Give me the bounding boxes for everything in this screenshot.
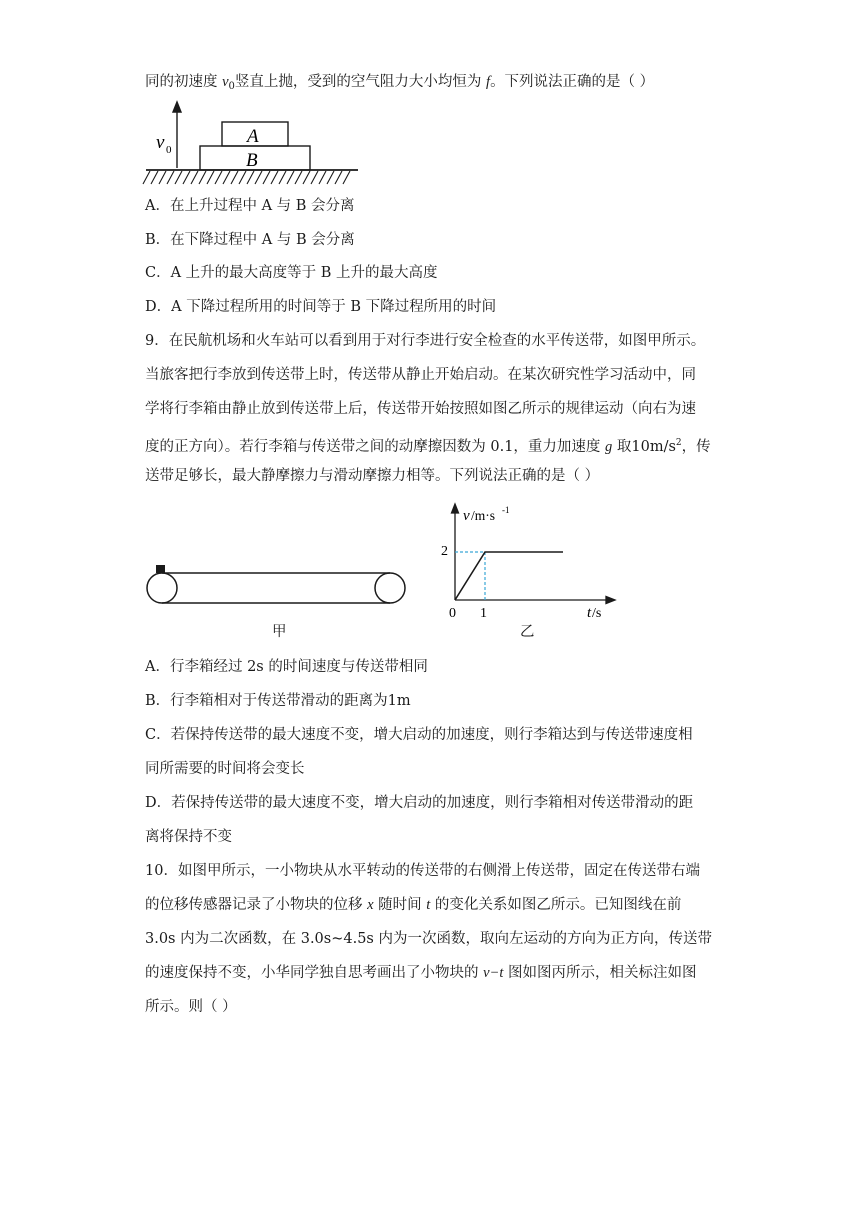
q10-stem-line5: 所示。则（ ）	[145, 999, 237, 1015]
fig-yi-caption: 乙	[520, 624, 535, 640]
fig-jia-caption: 甲	[272, 624, 287, 640]
v0-label: v	[156, 132, 165, 153]
q9-stem-line4: 度的正方向）。若行李箱与传送带之间的动摩擦因数为 0.1，重力加速度 g 取$10m/s^2$，传	[145, 438, 711, 455]
q9-option-c[interactable]: C．若保持传送带的最大速度不变，增大启动的加速度，则行李箱达到与传送带速度相	[145, 727, 693, 743]
ground-hatch	[343, 171, 350, 184]
g-symbol: g	[605, 439, 613, 455]
q9-option-d[interactable]: D．若保持传送带的最大速度不变，增大启动的加速度，则行李箱相对传送带滑动的距	[145, 795, 694, 811]
ground-hatch	[263, 171, 270, 184]
v-axis-unit: /m·s	[471, 508, 496, 523]
q9-option-c-cont: 同所需要的时间将会变长	[145, 761, 305, 777]
x-tick-label: 1	[480, 606, 487, 621]
ground-hatch	[159, 171, 166, 184]
f-symbol: f	[486, 74, 491, 90]
ground-hatch	[239, 171, 246, 184]
ground-hatch	[247, 171, 254, 184]
ground-hatch	[231, 171, 238, 184]
q9-option-b[interactable]: B．行李箱相对于传送带滑动的距离为1m	[145, 693, 411, 709]
ground-hatch	[215, 171, 222, 184]
block-a-label: A	[247, 126, 259, 147]
ground-hatch	[287, 171, 294, 184]
q9-stem-line1: 9．在民航机场和火车站可以看到用于对行李进行安全检查的水平传送带，如图甲所示。	[145, 333, 706, 349]
t-axis-symbol: t	[587, 605, 592, 621]
ground-hatch	[311, 171, 318, 184]
q10-stem-line2: 的位移传感器记录了小物块的位移 x 随时间 t 的变化关系如图乙所示。已知图线在前	[145, 897, 682, 913]
ground-hatch	[191, 171, 198, 184]
q8-block-figure	[140, 100, 370, 192]
q8-option-b[interactable]: B．在下降过程中 A 与 B 会分离	[145, 232, 355, 248]
v0-symbol: v	[222, 74, 229, 90]
ground-hatch	[335, 171, 342, 184]
ground-hatch	[167, 171, 174, 184]
t-symbol: t	[426, 897, 431, 913]
y-tick-label: 2	[441, 544, 448, 559]
q8-option-d[interactable]: D．A 下降过程所用的时间等于 B 下降过程所用的时间	[145, 299, 497, 315]
q9-stem-line3: 学将行李箱由静止放到传送带上后，传送带开始按照如图乙所示的规律运动（向右为速	[145, 401, 696, 417]
luggage-box	[156, 565, 165, 573]
q8-stem: 同的初速度 $v_0$竖直上抛，受到的空气阻力大小均恒为 f。下列说法正确的是（ ）	[145, 74, 655, 92]
vt-symbol: v−t	[483, 965, 504, 981]
q9-option-d-cont: 离将保持不变	[145, 829, 232, 845]
q9-option-a[interactable]: A．行李箱经过 2s 的时间速度与传送带相同	[145, 659, 428, 675]
ground-hatch	[207, 171, 214, 184]
ground-hatch	[279, 171, 286, 184]
ground-hatch	[271, 171, 278, 184]
q9-stem-line2: 当旅客把行李放到传送带上时，传送带从静止开始启动。在某次研究性学习活动中，同	[145, 367, 696, 383]
ground-hatch	[223, 171, 230, 184]
ground-hatch	[143, 171, 150, 184]
v-axis-symbol: v	[463, 508, 470, 524]
ground-hatch	[183, 171, 190, 184]
q10-stem-line1: 10．如图甲所示，一小物块从水平转动的传送带的右侧滑上传送带，固定在传送带右端	[145, 863, 700, 879]
ground-hatch	[295, 171, 302, 184]
t-axis-unit: /s	[592, 606, 602, 621]
ground-hatch	[319, 171, 326, 184]
x-symbol: x	[367, 897, 374, 913]
block-b-label: B	[246, 150, 258, 171]
conveyor-belt-figure	[140, 560, 420, 612]
v-axis-unit-sup: -1	[502, 505, 510, 515]
vt-chart	[438, 500, 618, 625]
ground-hatch	[303, 171, 310, 184]
origin-label: 0	[449, 606, 456, 621]
velocity-series-line	[455, 552, 563, 600]
ground-hatch	[199, 171, 206, 184]
q8-option-c[interactable]: C．A 上升的最大高度等于 B 上升的最大高度	[145, 265, 438, 281]
ground-hatch	[255, 171, 262, 184]
q8-option-a[interactable]: A．在上升过程中 A 与 B 会分离	[145, 198, 355, 214]
ground-hatch	[327, 171, 334, 184]
q10-stem-line3: 3.0s 内为二次函数，在 3.0s~4.5s 内为一次函数，取向左运动的方向为正方向，传送带	[145, 931, 712, 947]
svg-text:0: 0	[166, 144, 172, 156]
q10-stem-line4: 的速度保持不变，小华同学独自思考画出了小物块的 v−t 图如图丙所示，相关标注如图	[145, 965, 697, 981]
q9-stem-line5: 送带足够长，最大静摩擦力与滑动摩擦力相等。下列说法正确的是（ ）	[145, 468, 600, 484]
ground-hatch	[175, 171, 182, 184]
ground-hatch	[151, 171, 158, 184]
